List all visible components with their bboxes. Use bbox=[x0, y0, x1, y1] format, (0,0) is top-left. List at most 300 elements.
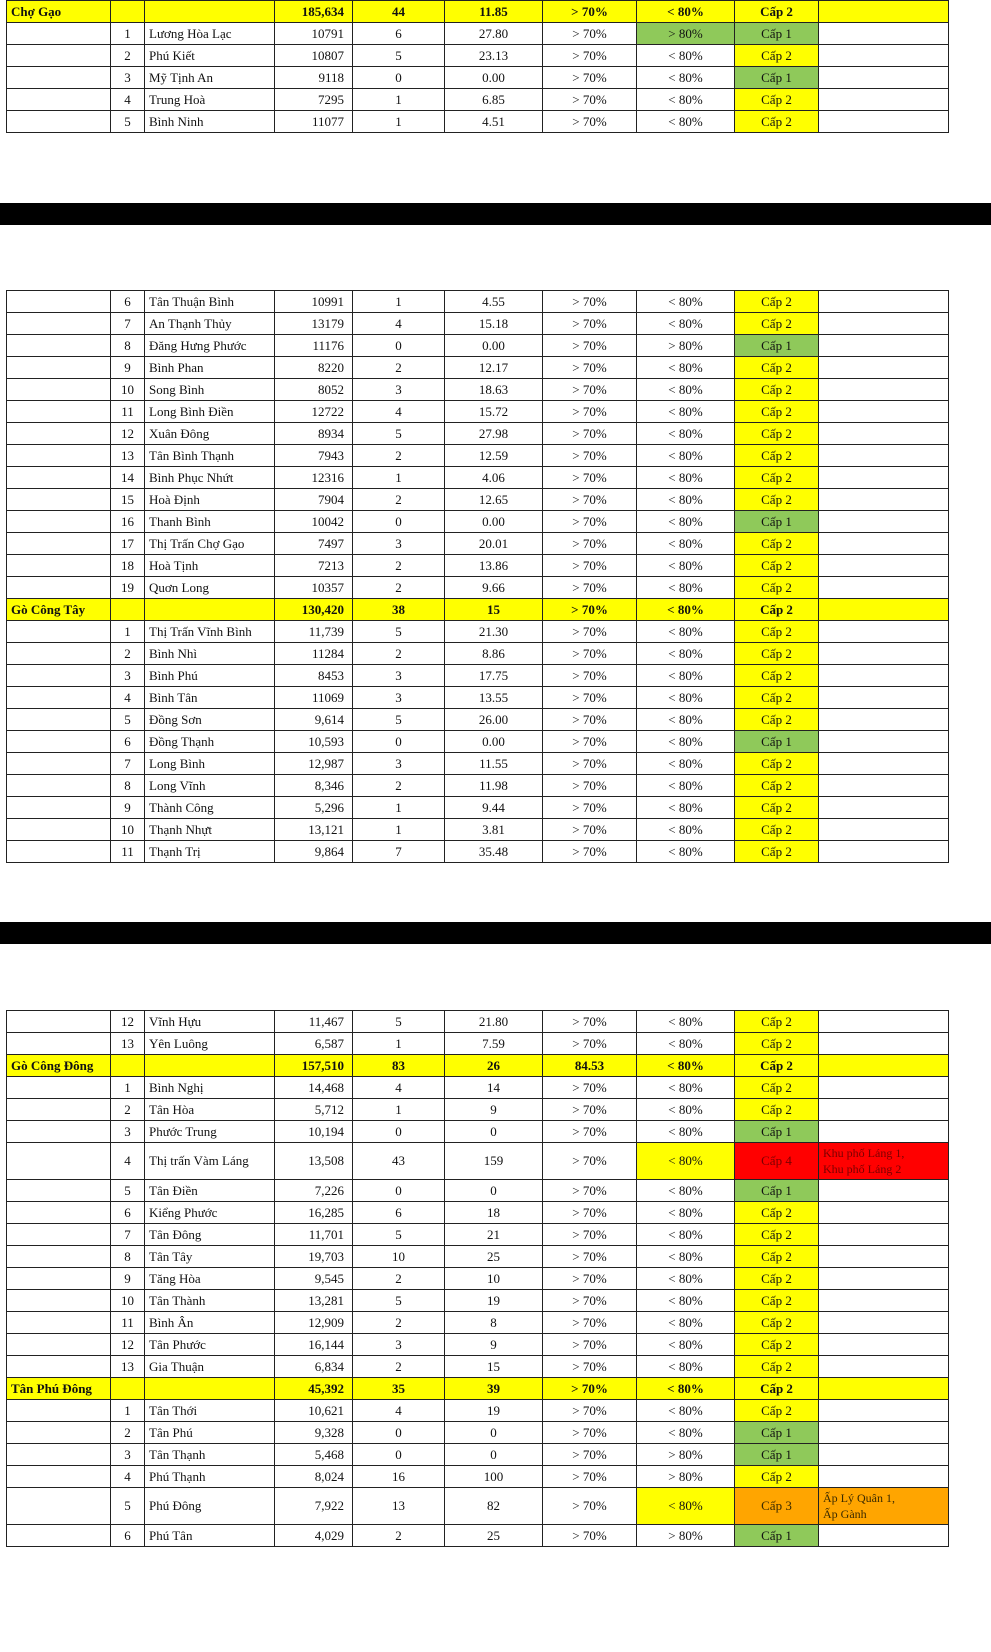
note-cell bbox=[819, 1334, 949, 1356]
coverage-rate-b: < 80% bbox=[637, 111, 735, 133]
district-cell bbox=[7, 357, 111, 379]
row-number: 10 bbox=[111, 1290, 145, 1312]
population: 12,987 bbox=[275, 753, 353, 775]
commune-row bbox=[7, 1180, 949, 1202]
commune-row bbox=[7, 291, 949, 313]
coverage-rate-a: > 70% bbox=[543, 1011, 637, 1033]
row-number: 16 bbox=[111, 511, 145, 533]
population: 8,024 bbox=[275, 1466, 353, 1488]
case-count: 16 bbox=[353, 1466, 445, 1488]
note-cell bbox=[819, 1246, 949, 1268]
coverage-rate-a: > 70% bbox=[543, 1334, 637, 1356]
row-number: 19 bbox=[111, 577, 145, 599]
coverage-rate-a: > 70% bbox=[543, 467, 637, 489]
risk-level-badge: Cấp 2 bbox=[735, 775, 819, 797]
case-count: 2 bbox=[353, 445, 445, 467]
coverage-rate-b: < 80% bbox=[637, 423, 735, 445]
case-count: 1 bbox=[353, 1033, 445, 1055]
case-count: 4 bbox=[353, 401, 445, 423]
commune-name: Thanh Bình bbox=[145, 511, 275, 533]
commune-row bbox=[7, 643, 949, 665]
risk-level-badge: Cấp 2 bbox=[735, 467, 819, 489]
case-rate: 0 bbox=[445, 1180, 543, 1202]
risk-level-badge: Cấp 2 bbox=[735, 1268, 819, 1290]
case-rate: 20.01 bbox=[445, 533, 543, 555]
risk-level-badge: Cấp 2 bbox=[735, 1400, 819, 1422]
district-cell bbox=[7, 1011, 111, 1033]
case-count: 35 bbox=[353, 1378, 445, 1400]
row-number: 10 bbox=[111, 819, 145, 841]
case-rate: 9.44 bbox=[445, 797, 543, 819]
note-cell bbox=[819, 1444, 949, 1466]
population: 10,194 bbox=[275, 1121, 353, 1143]
note-cell bbox=[819, 1466, 949, 1488]
population: 16,285 bbox=[275, 1202, 353, 1224]
coverage-rate-a: > 70% bbox=[543, 643, 637, 665]
district-cell bbox=[7, 313, 111, 335]
data-table bbox=[6, 290, 949, 863]
commune-row bbox=[7, 819, 949, 841]
case-rate: 19 bbox=[445, 1290, 543, 1312]
coverage-rate-a: > 70% bbox=[543, 1180, 637, 1202]
case-rate: 35.48 bbox=[445, 841, 543, 863]
coverage-rate-b: < 80% bbox=[637, 357, 735, 379]
commune-name: Phú Kiết bbox=[145, 45, 275, 67]
district-cell bbox=[7, 1099, 111, 1121]
population: 7943 bbox=[275, 445, 353, 467]
commune-row bbox=[7, 1033, 949, 1055]
coverage-rate-b: < 80% bbox=[637, 797, 735, 819]
note-cell bbox=[819, 1077, 949, 1099]
coverage-rate-b: < 80% bbox=[637, 1488, 735, 1525]
note-cell bbox=[819, 467, 949, 489]
district-cell bbox=[7, 1121, 111, 1143]
district-cell bbox=[7, 23, 111, 45]
note-line: Ấp Gành bbox=[823, 1507, 867, 1521]
population: 7295 bbox=[275, 89, 353, 111]
case-rate: 9 bbox=[445, 1099, 543, 1121]
case-count: 7 bbox=[353, 841, 445, 863]
coverage-rate-a: > 70% bbox=[543, 1224, 637, 1246]
row-number bbox=[111, 1055, 145, 1077]
commune-row bbox=[7, 1077, 949, 1099]
risk-level-badge: Cấp 2 bbox=[735, 1099, 819, 1121]
commune-name: Kiểng Phước bbox=[145, 1202, 275, 1224]
risk-level-badge: Cấp 2 bbox=[735, 819, 819, 841]
commune-row bbox=[7, 445, 949, 467]
case-rate: 17.75 bbox=[445, 665, 543, 687]
commune-name: Yên Luông bbox=[145, 1033, 275, 1055]
coverage-rate-b: < 80% bbox=[637, 775, 735, 797]
coverage-rate-a: > 70% bbox=[543, 1290, 637, 1312]
note-cell bbox=[819, 819, 949, 841]
note-cell bbox=[819, 643, 949, 665]
commune-row bbox=[7, 1525, 949, 1547]
case-count: 5 bbox=[353, 1290, 445, 1312]
row-number: 5 bbox=[111, 1488, 145, 1525]
row-number: 11 bbox=[111, 841, 145, 863]
table-section-3 bbox=[6, 1010, 949, 1547]
risk-level-badge: Cấp 1 bbox=[735, 335, 819, 357]
district-total-row bbox=[7, 1055, 949, 1077]
commune-row bbox=[7, 1422, 949, 1444]
risk-level-badge: Cấp 1 bbox=[735, 1444, 819, 1466]
row-number: 13 bbox=[111, 1356, 145, 1378]
note-cell bbox=[819, 1099, 949, 1121]
note-cell bbox=[819, 797, 949, 819]
commune-name: Tân Phú bbox=[145, 1422, 275, 1444]
case-rate: 0 bbox=[445, 1444, 543, 1466]
case-rate: 21.80 bbox=[445, 1011, 543, 1033]
coverage-rate-a: > 70% bbox=[543, 1143, 637, 1180]
case-count: 2 bbox=[353, 1356, 445, 1378]
row-number: 2 bbox=[111, 643, 145, 665]
coverage-rate-a: > 70% bbox=[543, 731, 637, 753]
case-rate: 6.85 bbox=[445, 89, 543, 111]
commune-row bbox=[7, 401, 949, 423]
coverage-rate-b: < 80% bbox=[637, 1378, 735, 1400]
commune-row bbox=[7, 379, 949, 401]
coverage-rate-b: < 80% bbox=[637, 665, 735, 687]
case-rate: 27.98 bbox=[445, 423, 543, 445]
row-number: 3 bbox=[111, 665, 145, 687]
district-cell bbox=[7, 1290, 111, 1312]
case-count: 1 bbox=[353, 111, 445, 133]
commune-name: Đăng Hưng Phước bbox=[145, 335, 275, 357]
risk-level-badge: Cấp 2 bbox=[735, 45, 819, 67]
row-number: 13 bbox=[111, 1033, 145, 1055]
case-rate: 11.85 bbox=[445, 1, 543, 23]
coverage-rate-a: > 70% bbox=[543, 1, 637, 23]
row-number: 18 bbox=[111, 555, 145, 577]
population: 11176 bbox=[275, 335, 353, 357]
case-count: 3 bbox=[353, 1334, 445, 1356]
commune-row bbox=[7, 1099, 949, 1121]
population: 157,510 bbox=[275, 1055, 353, 1077]
coverage-rate-a: > 70% bbox=[543, 89, 637, 111]
coverage-rate-a: > 70% bbox=[543, 555, 637, 577]
district-cell bbox=[7, 533, 111, 555]
coverage-rate-b: > 80% bbox=[637, 1466, 735, 1488]
coverage-rate-a: > 70% bbox=[543, 489, 637, 511]
population: 7497 bbox=[275, 533, 353, 555]
case-count: 43 bbox=[353, 1143, 445, 1180]
case-rate: 10 bbox=[445, 1268, 543, 1290]
coverage-rate-b: < 80% bbox=[637, 1356, 735, 1378]
row-number: 8 bbox=[111, 335, 145, 357]
coverage-rate-b: < 80% bbox=[637, 731, 735, 753]
note-cell bbox=[819, 753, 949, 775]
case-count: 1 bbox=[353, 89, 445, 111]
district-cell bbox=[7, 1143, 111, 1180]
risk-level-badge: Cấp 2 bbox=[735, 1246, 819, 1268]
table-section-2 bbox=[6, 290, 949, 863]
district-cell bbox=[7, 1202, 111, 1224]
case-rate: 0 bbox=[445, 1121, 543, 1143]
case-count: 83 bbox=[353, 1055, 445, 1077]
note-cell bbox=[819, 1488, 949, 1525]
risk-level-badge: Cấp 3 bbox=[735, 1488, 819, 1525]
coverage-rate-a: > 70% bbox=[543, 841, 637, 863]
commune-row bbox=[7, 709, 949, 731]
district-cell bbox=[7, 511, 111, 533]
note-cell bbox=[819, 577, 949, 599]
coverage-rate-a: > 70% bbox=[543, 313, 637, 335]
coverage-rate-a: > 70% bbox=[543, 445, 637, 467]
note-cell bbox=[819, 489, 949, 511]
risk-level-badge: Cấp 2 bbox=[735, 401, 819, 423]
row-number: 11 bbox=[111, 401, 145, 423]
row-number: 6 bbox=[111, 1525, 145, 1547]
population: 5,468 bbox=[275, 1444, 353, 1466]
commune-name: Thành Công bbox=[145, 797, 275, 819]
commune-name: Hoà Tịnh bbox=[145, 555, 275, 577]
commune-name: Phú Thạnh bbox=[145, 1466, 275, 1488]
commune-row bbox=[7, 1011, 949, 1033]
case-count: 0 bbox=[353, 1180, 445, 1202]
note-cell bbox=[819, 313, 949, 335]
district-cell bbox=[7, 1268, 111, 1290]
commune-name bbox=[145, 599, 275, 621]
coverage-rate-b: < 80% bbox=[637, 577, 735, 599]
coverage-rate-b: < 80% bbox=[637, 643, 735, 665]
district-cell bbox=[7, 379, 111, 401]
coverage-rate-b: > 80% bbox=[637, 23, 735, 45]
coverage-rate-b: < 80% bbox=[637, 1268, 735, 1290]
row-number: 1 bbox=[111, 1400, 145, 1422]
coverage-rate-b: < 80% bbox=[637, 1290, 735, 1312]
population: 9,864 bbox=[275, 841, 353, 863]
commune-name bbox=[145, 1378, 275, 1400]
coverage-rate-b: < 80% bbox=[637, 67, 735, 89]
case-rate: 14 bbox=[445, 1077, 543, 1099]
case-rate: 159 bbox=[445, 1143, 543, 1180]
risk-level-badge: Cấp 2 bbox=[735, 841, 819, 863]
coverage-rate-a: > 70% bbox=[543, 23, 637, 45]
case-rate: 4.55 bbox=[445, 291, 543, 313]
coverage-rate-b: > 80% bbox=[637, 1525, 735, 1547]
case-rate: 19 bbox=[445, 1400, 543, 1422]
coverage-rate-a: > 70% bbox=[543, 1268, 637, 1290]
row-number: 1 bbox=[111, 1077, 145, 1099]
case-rate: 82 bbox=[445, 1488, 543, 1525]
case-count: 2 bbox=[353, 577, 445, 599]
coverage-rate-b: < 80% bbox=[637, 1121, 735, 1143]
coverage-rate-b: < 80% bbox=[637, 621, 735, 643]
coverage-rate-b: < 80% bbox=[637, 819, 735, 841]
coverage-rate-b: < 80% bbox=[637, 1099, 735, 1121]
case-rate: 23.13 bbox=[445, 45, 543, 67]
row-number: 4 bbox=[111, 687, 145, 709]
row-number: 12 bbox=[111, 1011, 145, 1033]
population: 10,621 bbox=[275, 1400, 353, 1422]
district-cell bbox=[7, 1466, 111, 1488]
note-cell bbox=[819, 1224, 949, 1246]
district-name: Tân Phú Đông bbox=[7, 1378, 111, 1400]
note-cell bbox=[819, 335, 949, 357]
risk-level-badge: Cấp 2 bbox=[735, 489, 819, 511]
district-total-row bbox=[7, 1378, 949, 1400]
commune-name: Hoà Định bbox=[145, 489, 275, 511]
district-total-row bbox=[7, 1, 949, 23]
coverage-rate-a: > 70% bbox=[543, 1202, 637, 1224]
coverage-rate-b: < 80% bbox=[637, 1312, 735, 1334]
case-rate: 21.30 bbox=[445, 621, 543, 643]
district-cell bbox=[7, 1077, 111, 1099]
row-number: 6 bbox=[111, 1202, 145, 1224]
case-rate: 12.65 bbox=[445, 489, 543, 511]
risk-level-badge: Cấp 2 bbox=[735, 1055, 819, 1077]
coverage-rate-b: < 80% bbox=[637, 1033, 735, 1055]
risk-level-badge: Cấp 2 bbox=[735, 599, 819, 621]
note-cell bbox=[819, 1525, 949, 1547]
coverage-rate-a: 84.53 bbox=[543, 1055, 637, 1077]
case-count: 38 bbox=[353, 599, 445, 621]
row-number bbox=[111, 599, 145, 621]
population: 45,392 bbox=[275, 1378, 353, 1400]
commune-row bbox=[7, 1121, 949, 1143]
risk-level-badge: Cấp 2 bbox=[735, 1077, 819, 1099]
commune-name: Bình Tân bbox=[145, 687, 275, 709]
note-cell bbox=[819, 1268, 949, 1290]
coverage-rate-a: > 70% bbox=[543, 599, 637, 621]
case-rate: 8 bbox=[445, 1312, 543, 1334]
population: 9,614 bbox=[275, 709, 353, 731]
risk-level-badge: Cấp 2 bbox=[735, 621, 819, 643]
note-cell bbox=[819, 1180, 949, 1202]
population: 4,029 bbox=[275, 1525, 353, 1547]
population: 11284 bbox=[275, 643, 353, 665]
population: 8220 bbox=[275, 357, 353, 379]
commune-name: Tân Bình Thạnh bbox=[145, 445, 275, 467]
case-rate: 11.55 bbox=[445, 753, 543, 775]
risk-level-badge: Cấp 2 bbox=[735, 1033, 819, 1055]
risk-level-badge: Cấp 2 bbox=[735, 379, 819, 401]
case-rate: 26 bbox=[445, 1055, 543, 1077]
commune-row bbox=[7, 621, 949, 643]
coverage-rate-b: < 80% bbox=[637, 467, 735, 489]
commune-row bbox=[7, 423, 949, 445]
commune-name: Thạnh Trị bbox=[145, 841, 275, 863]
case-rate: 15.18 bbox=[445, 313, 543, 335]
coverage-rate-a: > 70% bbox=[543, 621, 637, 643]
coverage-rate-a: > 70% bbox=[543, 45, 637, 67]
note-cell bbox=[819, 731, 949, 753]
risk-level-badge: Cấp 2 bbox=[735, 687, 819, 709]
note-cell bbox=[819, 709, 949, 731]
row-number: 12 bbox=[111, 423, 145, 445]
case-rate: 0.00 bbox=[445, 511, 543, 533]
population: 9118 bbox=[275, 67, 353, 89]
case-rate: 21 bbox=[445, 1224, 543, 1246]
coverage-rate-a: > 70% bbox=[543, 1077, 637, 1099]
note-cell bbox=[819, 45, 949, 67]
commune-row bbox=[7, 335, 949, 357]
note-cell bbox=[819, 357, 949, 379]
coverage-rate-a: > 70% bbox=[543, 1378, 637, 1400]
case-rate: 26.00 bbox=[445, 709, 543, 731]
coverage-rate-b: < 80% bbox=[637, 1011, 735, 1033]
note-cell bbox=[819, 555, 949, 577]
population: 9,545 bbox=[275, 1268, 353, 1290]
note-cell bbox=[819, 599, 949, 621]
risk-level-badge: Cấp 2 bbox=[735, 445, 819, 467]
commune-row bbox=[7, 89, 949, 111]
case-rate: 25 bbox=[445, 1525, 543, 1547]
case-rate: 12.59 bbox=[445, 445, 543, 467]
commune-row bbox=[7, 1444, 949, 1466]
commune-name: Song Bình bbox=[145, 379, 275, 401]
note-cell bbox=[819, 1011, 949, 1033]
note-cell bbox=[819, 1055, 949, 1077]
coverage-rate-a: > 70% bbox=[543, 357, 637, 379]
coverage-rate-a: > 70% bbox=[543, 1488, 637, 1525]
population: 6,834 bbox=[275, 1356, 353, 1378]
district-cell bbox=[7, 45, 111, 67]
commune-name: Tân Thuận Bình bbox=[145, 291, 275, 313]
commune-row bbox=[7, 45, 949, 67]
row-number: 9 bbox=[111, 1268, 145, 1290]
district-cell bbox=[7, 709, 111, 731]
district-cell bbox=[7, 819, 111, 841]
commune-name: Tân Hòa bbox=[145, 1099, 275, 1121]
commune-name: Phú Đông bbox=[145, 1488, 275, 1525]
risk-level-badge: Cấp 2 bbox=[735, 313, 819, 335]
commune-name: Bình Ân bbox=[145, 1312, 275, 1334]
district-cell bbox=[7, 731, 111, 753]
commune-row bbox=[7, 313, 949, 335]
commune-row bbox=[7, 665, 949, 687]
risk-level-badge: Cấp 2 bbox=[735, 1224, 819, 1246]
population: 185,634 bbox=[275, 1, 353, 23]
commune-name: Tân Thành bbox=[145, 1290, 275, 1312]
case-rate: 9.66 bbox=[445, 577, 543, 599]
risk-level-badge: Cấp 2 bbox=[735, 1334, 819, 1356]
row-number: 11 bbox=[111, 1312, 145, 1334]
coverage-rate-b: < 80% bbox=[637, 1334, 735, 1356]
population: 8934 bbox=[275, 423, 353, 445]
row-number: 10 bbox=[111, 379, 145, 401]
commune-name: Đồng Thạnh bbox=[145, 731, 275, 753]
risk-level-badge: Cấp 2 bbox=[735, 1378, 819, 1400]
case-rate: 13.55 bbox=[445, 687, 543, 709]
case-rate: 4.51 bbox=[445, 111, 543, 133]
case-count: 0 bbox=[353, 511, 445, 533]
coverage-rate-b: < 80% bbox=[637, 1180, 735, 1202]
case-count: 3 bbox=[353, 533, 445, 555]
note-cell bbox=[819, 89, 949, 111]
case-count: 4 bbox=[353, 1077, 445, 1099]
coverage-rate-b: < 80% bbox=[637, 379, 735, 401]
note-cell bbox=[819, 621, 949, 643]
district-cell bbox=[7, 577, 111, 599]
commune-row bbox=[7, 1290, 949, 1312]
coverage-rate-b: < 80% bbox=[637, 1224, 735, 1246]
commune-row bbox=[7, 357, 949, 379]
risk-level-badge: Cấp 1 bbox=[735, 731, 819, 753]
commune-name: Thị Trấn Vĩnh Bình bbox=[145, 621, 275, 643]
commune-name: Thị trấn Vàm Láng bbox=[145, 1143, 275, 1180]
district-total-row bbox=[7, 599, 949, 621]
row-number: 13 bbox=[111, 445, 145, 467]
note-line: Ấp Lý Quân 1, bbox=[823, 1491, 895, 1505]
note-cell bbox=[819, 23, 949, 45]
row-number: 2 bbox=[111, 1099, 145, 1121]
coverage-rate-a: > 70% bbox=[543, 775, 637, 797]
risk-level-badge: Cấp 2 bbox=[735, 797, 819, 819]
commune-name: Trung Hoà bbox=[145, 89, 275, 111]
row-number: 2 bbox=[111, 45, 145, 67]
